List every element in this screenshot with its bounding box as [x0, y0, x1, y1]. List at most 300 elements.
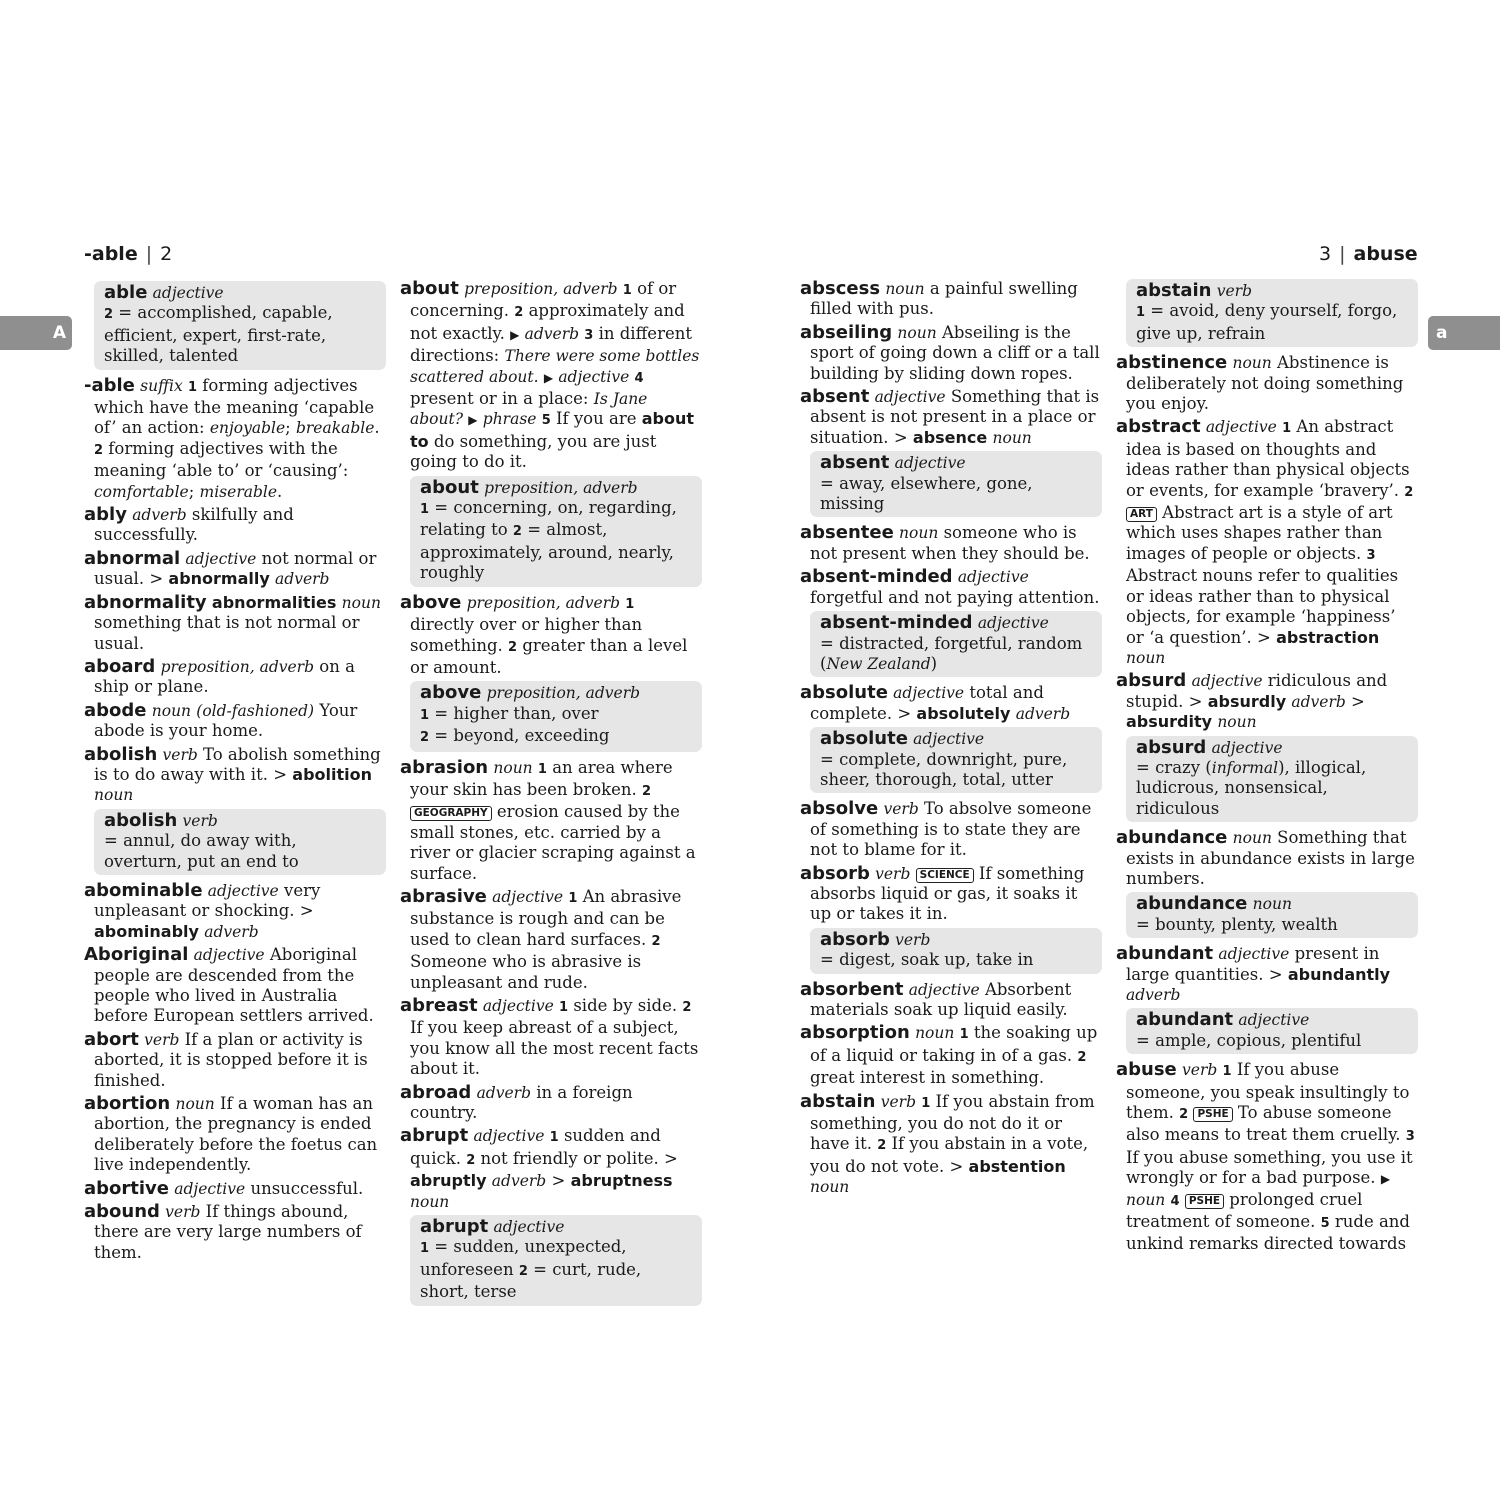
sense-number: 1 [622, 283, 632, 298]
definition: Abstract nouns refer to qualities or ideas rather than to physical objects, for example ‘happiness’ or ‘a question’. [1126, 566, 1399, 647]
sense-number: 5 [1320, 1216, 1330, 1232]
entry-abseiling [800, 323, 1102, 384]
entry-aboard [84, 657, 386, 698]
sense-number: 2 [682, 1000, 692, 1015]
part-of-speech: noun [410, 1192, 450, 1211]
sense-number: 1 [625, 596, 635, 612]
definition: erosion caused by the small stones, etc. carried by a river or glacier scraping against a surface. [410, 802, 696, 883]
headword: able [104, 282, 148, 303]
derived-word: abnormally [168, 569, 270, 589]
entry-ably [84, 505, 386, 546]
sense-number: 5 [541, 413, 551, 429]
part-of-speech: verb [1216, 282, 1252, 300]
definition: Someone who is abrasive is unpleasant and rude. [410, 952, 642, 992]
headword: abstract [1116, 416, 1201, 438]
part-of-speech: phrase [482, 410, 537, 429]
headword: absorb [820, 928, 890, 950]
thesaurus-box-abolish [94, 809, 386, 875]
definition: To abuse someone also means to treat them cruelly. [1126, 1103, 1406, 1145]
part-of-speech: adjective [874, 388, 946, 407]
thesaurus-box-about [410, 476, 702, 587]
thesaurus-box-above [410, 681, 702, 751]
thumb-tab-right: a [1428, 316, 1500, 350]
headword: absurd [1136, 736, 1207, 758]
register-label: (old-fashioned) [196, 701, 315, 720]
definition: present or in a place: [410, 389, 594, 409]
entry-above [400, 593, 702, 679]
synonyms: = sudden, unexpected, unforeseen [420, 1237, 627, 1279]
entry-absorbent [800, 980, 1102, 1021]
sense-number: 1 [1282, 421, 1292, 437]
thesaurus-box-absent [810, 451, 1102, 517]
synonyms: = away, elsewhere, gone, missing [820, 473, 1033, 514]
part-of-speech: adverb [476, 1083, 531, 1102]
part-of-speech: adjective [1211, 738, 1283, 757]
part-of-speech: adjective [473, 1127, 545, 1146]
headword: absorption [800, 1022, 910, 1044]
entry-abuse [1116, 1060, 1418, 1255]
part-of-speech: noun [992, 428, 1032, 447]
definition: skilfully and successfully. [94, 505, 294, 545]
running-head-right [1319, 243, 1418, 265]
part-of-speech: adjective [908, 980, 980, 999]
plural-form: abnormalities [211, 592, 337, 612]
triangle-icon: ▶ [510, 327, 520, 342]
column-3 [800, 279, 1102, 1201]
guide-word-right: abuse [1353, 243, 1418, 265]
definition: Abseiling is the sport of going down a cliff or a tall building by sliding down ropes. [810, 322, 1100, 383]
sense-number: 1 [537, 761, 547, 777]
part-of-speech: verb [895, 930, 931, 949]
derived-word: abstraction [1276, 627, 1380, 647]
headword: abreast [400, 995, 478, 1016]
headword: absolute [800, 682, 888, 704]
part-of-speech: adjective [913, 730, 985, 749]
headword: abolish [104, 809, 178, 831]
sense-number: 2 [94, 442, 104, 458]
thesaurus-box-abundant [1126, 1008, 1418, 1054]
part-of-speech: preposition, adverb [486, 684, 641, 703]
entry-absolve [800, 799, 1102, 860]
definition: Abstract art is a style of art which uses shapes rather than images of people or objects. [1126, 503, 1393, 563]
sense-number: 2 [420, 730, 430, 746]
synonyms: = concerning, on, regarding, relating to [420, 498, 677, 540]
headword: abrasive [400, 885, 487, 907]
entry-abscess [800, 279, 1102, 320]
definition: directly over or higher than something. [410, 615, 643, 655]
definition: forming adjectives which have the meaning ‘capable of’ an action: [94, 375, 375, 438]
part-of-speech: preposition, adverb [484, 478, 638, 497]
part-of-speech: verb [883, 800, 919, 819]
sense-number: 2 [651, 933, 661, 949]
entry-abominable: abominable adjective very unpleasant or shocking. > abominably adverb [84, 879, 321, 941]
synonyms: = avoid, deny yourself, forgo, give up, refrain [1136, 301, 1398, 343]
triangle-icon: ▶ [543, 370, 554, 385]
part-of-speech: noun [94, 786, 134, 805]
sense-number: 2 [512, 524, 522, 540]
subject-label: GEOGRAPHY [410, 806, 492, 821]
definition: unsuccessful. [245, 1178, 364, 1198]
subject-label: PSHE [1193, 1107, 1232, 1122]
part-of-speech: adjective [152, 284, 224, 302]
part-of-speech: adjective [977, 614, 1049, 633]
part-of-speech: adverb [204, 922, 259, 941]
part-of-speech: adjective [193, 946, 265, 965]
entry-absent: absent adjective Something that is absent is not present in a place or situation. > absence noun [800, 386, 1100, 447]
part-of-speech: adverb [275, 570, 330, 589]
part-of-speech: adverb [1015, 704, 1071, 723]
synonyms: ) [930, 653, 938, 673]
headword: abstain [1136, 280, 1212, 301]
part-of-speech: adjective [207, 881, 279, 900]
synonyms: ), illogical, ludicrous, nonsensical, ridiculous [1136, 757, 1367, 818]
headword: abundant [1136, 1009, 1234, 1031]
definition: in a foreign country. [410, 1082, 633, 1123]
thesaurus-box-absent-minded [810, 611, 1102, 677]
derived-word: abominably [94, 921, 199, 941]
thesaurus-box-abrupt [410, 1215, 702, 1306]
definition: If you are [550, 409, 642, 429]
thumb-tab-left: A [0, 316, 72, 350]
headword: abundant [1116, 943, 1214, 965]
synonyms: = digest, soak up, take in [820, 950, 1034, 970]
headword: abominable [84, 879, 203, 901]
definition: great interest in something. [810, 1068, 1045, 1088]
part-of-speech: verb [1182, 1061, 1218, 1080]
headword: abroad [400, 1081, 472, 1103]
part-of-speech: verb [875, 864, 911, 883]
sense-number: 2 [1077, 1049, 1087, 1065]
headword: about [400, 278, 459, 299]
definition: prolonged cruel treatment of someone. [1126, 1189, 1363, 1232]
entry-abound [84, 1202, 386, 1263]
part-of-speech: noun [899, 524, 939, 543]
part-of-speech: verb [144, 1030, 180, 1049]
part-of-speech: noun [1126, 648, 1166, 667]
entry-aboriginal [84, 945, 386, 1027]
part-of-speech: adjective [1218, 945, 1290, 964]
sense-number: 2 [1179, 1107, 1189, 1123]
column-2 [400, 279, 702, 1312]
headword: abrasion [400, 756, 489, 778]
headword: abode [84, 699, 147, 721]
definition: An abstract idea is based on thoughts and ideas rather than physical objects or events, for example ‘bravery’. [1126, 417, 1410, 500]
triangle-icon: ▶ [1380, 1172, 1391, 1187]
headword: absolute [820, 728, 908, 750]
entry-absolute: absolute adjective total and complete. > absolutely adverb [800, 682, 1071, 723]
headword: abrupt [400, 1125, 469, 1147]
headword: absorbent [800, 978, 904, 1000]
headword: absentee [800, 522, 894, 544]
entry-able-suffix [84, 376, 386, 502]
derived-word: absence [912, 427, 988, 447]
headword: abortion [84, 1093, 171, 1115]
entry-absent-minded [800, 567, 1102, 608]
derived-word: abruptness [570, 1171, 673, 1191]
definition: Something that is absent is not present in a place or situation. [810, 387, 1100, 447]
sense-number: 4 [634, 370, 644, 386]
definition: in different directions: [410, 323, 692, 366]
derived-word: abundantly [1287, 964, 1391, 984]
headword: abound [84, 1201, 160, 1223]
sense-number: 1 [420, 502, 430, 518]
separator: ; [285, 418, 296, 438]
definition: To abolish something is to do away with it. [94, 744, 381, 784]
headword: abuse [1116, 1059, 1177, 1081]
part-of-speech: noun [175, 1095, 215, 1114]
part-of-speech: adjective [1191, 672, 1263, 691]
definition: Aboriginal people are descended from the people who lived in Australia before European settlers arrived. [94, 945, 374, 1026]
part-of-speech: noun [885, 280, 925, 298]
thesaurus-box-abundance [1126, 892, 1418, 938]
synonyms: = crazy ( [1136, 757, 1212, 777]
part-of-speech: adverb [1291, 692, 1346, 711]
thesaurus-box-abstain [1126, 279, 1418, 347]
part-of-speech: adjective [492, 887, 564, 906]
entry-abundance [1116, 828, 1418, 889]
entry-abortion [84, 1094, 386, 1176]
synonyms: = annul, do away with, overturn, put an end to [104, 831, 299, 871]
definition: total and complete. [810, 683, 1044, 723]
entry-abstinence [1116, 353, 1418, 414]
part-of-speech: noun [341, 593, 381, 612]
part-of-speech: adverb [132, 506, 187, 525]
definition: Absorbent materials soak up liquid easily. [810, 979, 1072, 1019]
synonyms: = distracted, forgetful, random ( [820, 633, 1083, 673]
part-of-speech: noun [493, 758, 533, 777]
headword: above [400, 591, 462, 613]
definition: on a ship or plane. [94, 656, 355, 697]
guide-word-left: -able [84, 243, 138, 265]
synonyms: = complete, downright, pure, sheer, thorough, total, utter [820, 749, 1068, 789]
thesaurus-box-able [94, 281, 386, 370]
headword: -able [84, 374, 135, 396]
synonyms: = almost, approximately, around, nearly, roughly [420, 520, 674, 583]
entry-abode [84, 701, 386, 742]
entry-abrasion [400, 758, 702, 884]
definition: If things abound, there are very large numbers of them. [94, 1202, 362, 1262]
part-of-speech: adjective [174, 1179, 246, 1198]
definition: approximately and not exactly. [410, 301, 685, 343]
sense-number: 1 [1136, 305, 1146, 321]
part-of-speech: noun [1232, 354, 1272, 373]
definition: something that is not normal or usual. [94, 613, 360, 653]
register-label: informal [1211, 758, 1279, 777]
headword: Aboriginal [84, 944, 189, 966]
definition: ridiculous and stupid. [1126, 671, 1388, 711]
headword: absent [820, 452, 890, 474]
entry-abrasive [400, 887, 702, 993]
part-of-speech: noun [151, 701, 192, 720]
definition: Something that exists in abundance exists in large numbers. [1126, 828, 1415, 888]
headword: abortive [84, 1177, 169, 1199]
sense-number: 1 [188, 379, 198, 395]
part-of-speech: suffix [140, 376, 183, 395]
sense-number: 3 [584, 327, 594, 343]
definition: To absolve someone of something is to state they are not to blame for it. [810, 799, 1092, 860]
headword: absent-minded [820, 612, 973, 634]
thesaurus-box-absolute [810, 727, 1102, 793]
part-of-speech: adjective [893, 684, 965, 703]
definition: If you abstain from something, you do not do it or have it. [810, 1091, 1095, 1154]
separator: ; [188, 481, 200, 501]
part-of-speech: noun [897, 323, 937, 342]
sense-number: 2 [518, 1263, 528, 1279]
sense-number: 2 [104, 307, 114, 323]
page-number-left: 2 [160, 243, 173, 265]
part-of-speech: preposition, adverb [466, 593, 621, 612]
part-of-speech: noun [915, 1024, 955, 1043]
running-head-left [84, 243, 172, 265]
synonyms: = ample, copious, plentiful [1136, 1030, 1362, 1050]
part-of-speech: adjective [894, 454, 966, 473]
part-of-speech: adverb [491, 1172, 547, 1191]
definition: side by side. [568, 996, 683, 1015]
part-of-speech: adverb [1126, 986, 1181, 1004]
definition: of or concerning. [410, 279, 677, 321]
part-of-speech: adjective [558, 367, 630, 386]
definition: sudden and quick. [410, 1126, 661, 1168]
divider: | [1339, 243, 1346, 265]
headword: abnormal [84, 547, 181, 569]
part-of-speech: adjective [957, 568, 1029, 587]
synonyms: = higher than, over [429, 703, 599, 723]
entry-abreast [400, 996, 702, 1080]
derived-word: absolutely [916, 703, 1011, 723]
column-4 [1116, 279, 1418, 1258]
headword: abort [84, 1028, 139, 1050]
definition: very unpleasant or shocking. [94, 880, 321, 921]
part-of-speech: verb [880, 1092, 916, 1111]
definition: not friendly or polite. [475, 1148, 665, 1168]
definition: An abrasive substance is rough and can be used to clean hard surfaces. [410, 886, 682, 949]
definition: . [277, 481, 283, 501]
headword: abnormality [84, 591, 207, 613]
definition: If a woman has an abortion, the pregnancy is ended deliberately before the foetus can live independently. [94, 1094, 378, 1175]
entry-absurd: absurd adjective ridiculous and stupid. > absurdly adverb > absurdity noun [1116, 670, 1388, 732]
entry-absorption [800, 1023, 1102, 1088]
synonyms: = beyond, exceeding [429, 726, 610, 746]
definition: forming adjectives with the meaning ‘able to’ or ‘causing’: [94, 438, 349, 481]
entry-abnormal: abnormal adjective not normal or usual. > abnormally adverb [84, 547, 377, 589]
headword: absurd [1116, 670, 1187, 692]
headword: abscess [800, 278, 881, 299]
thesaurus-box-absurd [1126, 736, 1418, 823]
sense-number: 2 [508, 639, 518, 655]
sense-number: 1 [959, 1027, 969, 1043]
subject-label: ART [1126, 507, 1157, 522]
subject-label: SCIENCE [916, 868, 974, 883]
part-of-speech: adjective [1205, 418, 1277, 437]
definition: If a plan or activity is aborted, it is stopped before it is finished. [94, 1029, 368, 1090]
headword: absent-minded [800, 566, 953, 588]
entry-abrupt: abrupt adjective 1 sudden and quick. 2 not friendly or polite. > abruptly adverb > abruptness noun [400, 1125, 678, 1211]
headword: abseiling [800, 321, 893, 343]
definition: Your abode is your home. [94, 700, 358, 741]
definition: forgetful and not paying attention. [810, 587, 1100, 607]
part-of-speech: verb [165, 1203, 201, 1222]
derived-word: abolition [292, 764, 373, 784]
entry-abroad [400, 1083, 702, 1124]
sense-number: 3 [1366, 547, 1376, 563]
entry-abnormality [84, 593, 386, 654]
headword: aboard [84, 655, 156, 677]
thesaurus-box-absorb [810, 928, 1102, 974]
sense-number: 2 [466, 1152, 476, 1168]
definition: greater than a level or amount. [410, 635, 688, 677]
definition: . [374, 418, 380, 438]
example: Is Jane about? [410, 390, 648, 429]
definition: If something absorbs liquid or gas, it soaks it up or takes it in. [810, 863, 1085, 924]
subject-label: PSHE [1185, 1194, 1224, 1209]
synonyms: = curt, rude, short, terse [420, 1259, 642, 1302]
sense-number: 2 [514, 305, 524, 321]
definition: not normal or usual. [94, 548, 377, 589]
entry-absorb [800, 864, 1102, 925]
sense-number: 1 [559, 1000, 569, 1015]
sense-number: 1 [420, 1241, 430, 1257]
column-1 [84, 279, 386, 1266]
part-of-speech: verb [162, 745, 198, 764]
entry-abstract: abstract adjective 1 An abstract idea is based on thoughts and ideas rather than physical objects or events, for example ‘bravery’. 2 ART Abstract art is a style of art which uses shapes rather than images of people or objects. 3 Abstract nouns refer to qualities or ideas rather than to physical objects, for example ‘happiness’ or ‘a question’. > abstraction noun [1116, 416, 1414, 667]
divider: | [145, 243, 153, 265]
headword: abrupt [420, 1216, 489, 1238]
part-of-speech: noun [1252, 895, 1292, 914]
headword: abolish [84, 743, 158, 765]
headword: absent [800, 386, 870, 408]
example: comfortable [94, 482, 189, 501]
sense-number: 2 [877, 1138, 887, 1154]
headword: about [420, 476, 479, 498]
sense-number: 1 [921, 1095, 931, 1111]
headword: absorb [800, 862, 870, 884]
entry-abortive [84, 1179, 386, 1199]
part-of-speech: adjective [493, 1218, 565, 1237]
headword: abundance [1116, 827, 1228, 849]
example: breakable [295, 419, 375, 438]
headword: abstain [800, 1090, 876, 1112]
derived-word: absurdity [1126, 712, 1213, 732]
part-of-speech: noun [1232, 829, 1272, 848]
part-of-speech: noun [1126, 1190, 1166, 1209]
entry-abolish: abolish verb To abolish something is to do away with it. > abolition noun [84, 743, 381, 805]
sense-number: 1 [420, 707, 430, 723]
synonyms: = bounty, plenty, wealth [1136, 914, 1338, 934]
example: enjoyable [209, 419, 286, 438]
entry-abstain: abstain verb 1 If you abstain from something, you do not do it or have it. 2 If you abstain in a vote, you do not vote. > abstention noun [800, 1090, 1095, 1197]
sense-number: 1 [568, 890, 578, 906]
sense-number: 2 [642, 783, 652, 799]
sense-number: 3 [1405, 1129, 1415, 1145]
headword: above [420, 682, 482, 704]
part-of-speech: noun [810, 1178, 850, 1197]
example: There were some bottles scattered about. [410, 347, 700, 386]
definition: present in large quantities. [1126, 944, 1380, 984]
part-of-speech: adjective [482, 997, 554, 1015]
region-label: New Zealand [826, 654, 931, 673]
part-of-speech: noun [1217, 713, 1257, 732]
derived-word: abruptly [410, 1171, 487, 1191]
entry-abundant: abundant adjective present in large quantities. > abundantly adverb [1116, 943, 1391, 1004]
phrase: about to [410, 409, 695, 451]
definition: an area where your skin has been broken. [410, 757, 673, 799]
entry-abort [84, 1030, 386, 1091]
definition: rude and unkind remarks directed towards [1126, 1212, 1410, 1254]
definition: If you keep abreast of a subject, you know all the most recent facts about it. [410, 1018, 699, 1079]
sense-number: 4 [1170, 1193, 1180, 1209]
headword: abstinence [1116, 352, 1228, 374]
sense-number: 2 [1404, 484, 1414, 500]
